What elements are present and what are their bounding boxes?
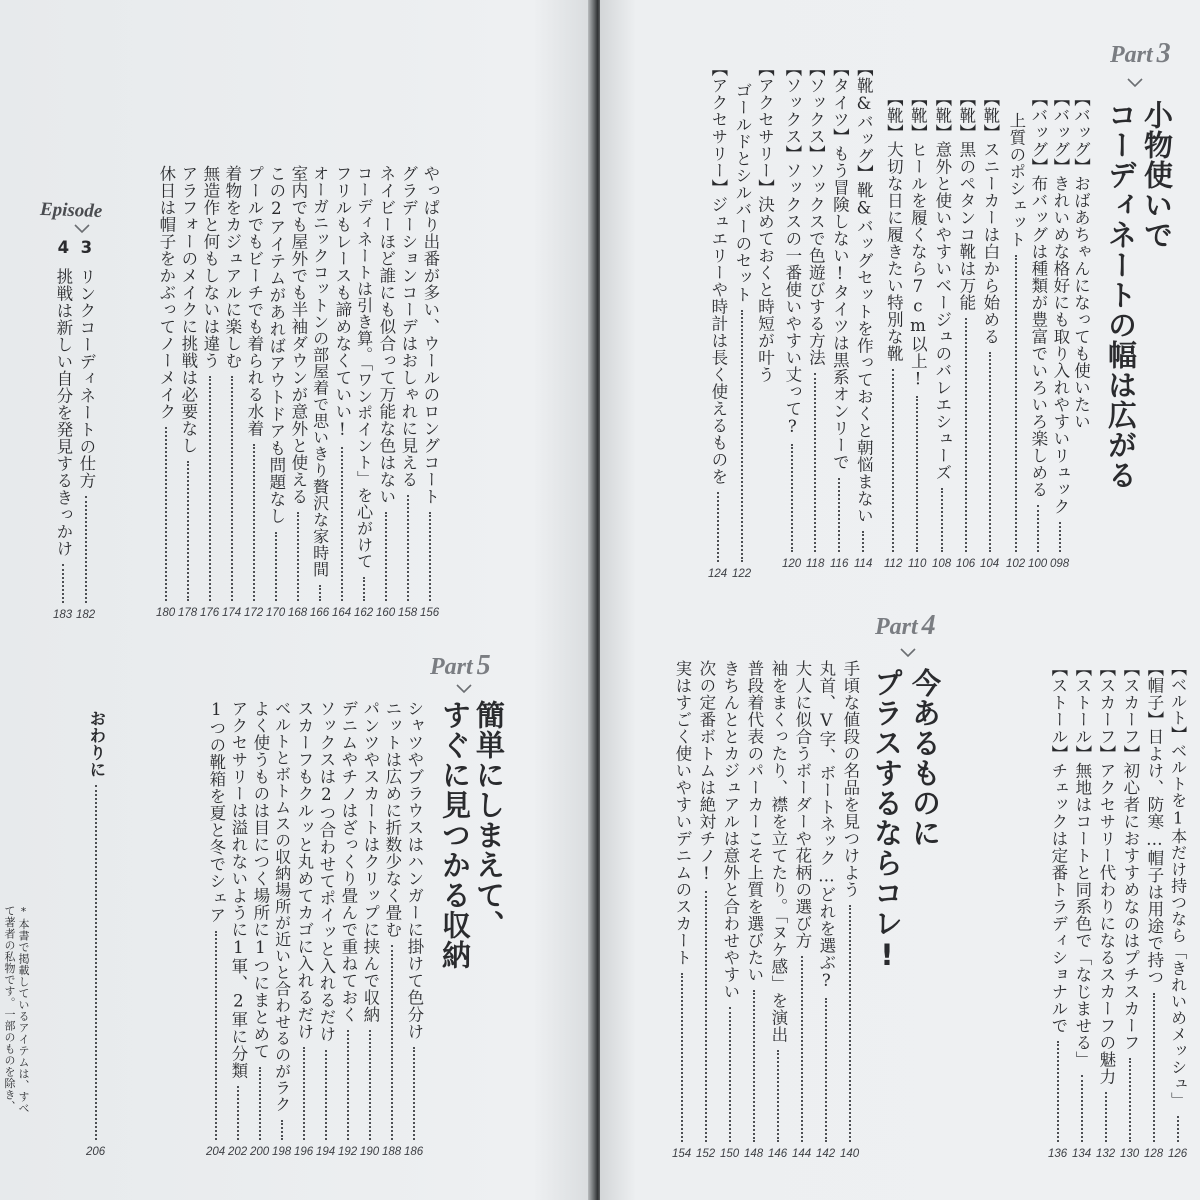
entry-text: ソックスは2つ合わせてポイッと入れるだけ xyxy=(316,700,336,1043)
entry-text: グラデーションコーデはおしゃれに見える xyxy=(398,165,418,488)
page-number: 140 xyxy=(840,1148,860,1160)
toc-entry[interactable] xyxy=(360,700,379,1158)
page-number: 102 xyxy=(1006,558,1026,570)
dot-leader xyxy=(705,891,707,1143)
entry-text: 大人に似合うボーダーや花柄の選び方 xyxy=(792,660,812,949)
entry-text: 室内でも屋外でも半袖ダウンが意外と使える xyxy=(288,165,308,505)
toc-entry[interactable] xyxy=(672,660,691,1160)
dot-leader xyxy=(825,998,827,1143)
page-number: 148 xyxy=(744,1148,764,1160)
toc-entry[interactable] xyxy=(956,90,975,570)
page-number: 158 xyxy=(398,607,418,619)
page-number: 108 xyxy=(932,558,952,570)
title-text: コーディネートの幅は広がる xyxy=(1104,100,1138,490)
toc-entry[interactable] xyxy=(1096,660,1115,1160)
entry-text: 【ストール】無地はコートと同系色で「なじませる」 xyxy=(1072,660,1092,1068)
toc-entry[interactable] xyxy=(1168,660,1187,1160)
part4-label xyxy=(875,610,936,642)
toc-entry[interactable] xyxy=(1072,90,1089,570)
page-number: 136 xyxy=(1048,1148,1068,1160)
toc-entry[interactable] xyxy=(854,60,872,570)
page-number: 192 xyxy=(338,1146,358,1158)
entry-text: 【靴&バッグ】靴&バッグセットを作っておくと朝悩まない xyxy=(854,60,874,524)
toc-entry[interactable] xyxy=(840,660,859,1160)
entry-text: この2アイテムがあればアウトドアも問題なし xyxy=(266,165,286,525)
toc-entry[interactable] xyxy=(178,165,197,619)
entry-text: ゴールドとシルバーのセット xyxy=(732,82,752,303)
toc-entry[interactable] xyxy=(200,165,219,619)
dot-leader xyxy=(1015,255,1017,552)
entry-text: よく使うものは目につく場所に1つにまとめて xyxy=(250,700,270,1060)
part3-title-line1 xyxy=(1140,100,1174,250)
page-number: 188 xyxy=(382,1146,402,1158)
dot-leader xyxy=(791,444,793,553)
toc-entry[interactable] xyxy=(228,700,247,1158)
page-number: 176 xyxy=(200,607,220,619)
dot-leader xyxy=(941,488,943,552)
dot-leader xyxy=(741,310,743,562)
toc-entry[interactable] xyxy=(222,165,241,619)
part-word: Part xyxy=(875,614,918,640)
entry-text: 【靴】スニーカーは白から始める xyxy=(980,90,1000,345)
entry-text: 【靴】意外と使いやすいベージュのバレエシューズ xyxy=(932,90,952,481)
dot-leader xyxy=(341,447,343,602)
entry-text: やっぱり出番が多い、ウールのロングコート xyxy=(420,165,440,505)
page-number: 182 xyxy=(76,609,96,621)
entry-text: 【靴】ヒールを履くなら7cm以上! xyxy=(908,90,928,389)
page-number: 144 xyxy=(792,1148,812,1160)
dot-leader xyxy=(253,444,255,601)
page-number: 104 xyxy=(980,558,1000,570)
toc-entry[interactable] xyxy=(830,60,848,570)
dot-leader xyxy=(347,1030,349,1140)
entry-text: おわりに xyxy=(86,710,106,778)
toc-entry[interactable] xyxy=(272,700,291,1158)
toc-entry[interactable] xyxy=(1072,660,1091,1160)
entry-text: 【ソックス】ソックスで色遊びする方法 xyxy=(806,60,826,366)
entry-text: 【バッグ】きれいめな格好にも取り入れやすいリュック xyxy=(1050,90,1070,515)
toc-entry[interactable] xyxy=(288,165,307,619)
entry-text: 手頃な値段の名品を見つけよう xyxy=(840,660,860,898)
dot-leader xyxy=(1153,993,1155,1143)
entry-text: 1つの靴箱を夏と冬でシェア xyxy=(206,700,226,924)
page-number: 196 xyxy=(294,1146,314,1158)
toc-entry[interactable] xyxy=(908,90,926,570)
page-number: 164 xyxy=(332,607,352,619)
entry-text: リンクコーディネートの仕方 xyxy=(76,267,96,489)
toc-entry[interactable] xyxy=(792,660,811,1160)
page-number: 183 xyxy=(53,609,73,621)
title-text: 小物使いで xyxy=(1140,100,1174,250)
entry-text: 【ストール】チェックは定番トラディショナルで xyxy=(1048,660,1068,1034)
dot-leader xyxy=(838,478,840,553)
dot-leader xyxy=(814,373,816,552)
title-text: すぐに見つかる収納 xyxy=(438,700,472,970)
dot-leader xyxy=(849,905,851,1142)
dot-leader xyxy=(275,532,277,602)
entry-text: 【スカーフ】初心者におすすめなのはプチスカーフ xyxy=(1120,660,1140,1051)
entry-text: 【靴】大切な日に履きたい特別な靴 xyxy=(884,90,904,362)
page-number: 126 xyxy=(1168,1148,1188,1160)
part-word: Part xyxy=(430,654,473,680)
entry-text: 挑戦は新しい自分を発見するきっかけ xyxy=(53,267,73,557)
dot-leader xyxy=(717,492,719,562)
dot-leader xyxy=(1057,1041,1059,1142)
dot-leader xyxy=(429,512,431,601)
page-number: 194 xyxy=(316,1146,336,1158)
toc-entry[interactable] xyxy=(1144,660,1163,1160)
dot-leader xyxy=(231,376,233,601)
dot-leader xyxy=(989,352,991,552)
entry-text: きちんととカジュアルは意外と合わせやすい xyxy=(720,660,740,1000)
toc-entry[interactable] xyxy=(756,60,773,580)
toc-entry[interactable] xyxy=(782,60,801,570)
entry-text: パンツやスカートはクリップに挟んで収納 xyxy=(360,700,380,1023)
dot-leader xyxy=(325,1050,327,1141)
entry-text: スカーフもクルッと丸めてカゴに入れるだけ xyxy=(294,700,314,1040)
dot-leader xyxy=(62,564,64,604)
toc-entry[interactable] xyxy=(720,660,739,1160)
entry-text: 【アクセサリー】ジュエリーや時計は長く使えるものを xyxy=(708,60,728,485)
toc-entry[interactable] xyxy=(266,165,285,619)
page-number: 186 xyxy=(404,1146,424,1158)
dot-leader xyxy=(259,1067,261,1141)
page-number: 170 xyxy=(266,607,286,619)
episode-label: Episode xyxy=(39,198,103,223)
toc-entry[interactable] xyxy=(1048,660,1067,1160)
dot-leader xyxy=(165,427,167,601)
entry-text: 【バッグ】布バッグは種類が豊富でいろいろ楽しめる xyxy=(1028,90,1048,498)
page-number: 128 xyxy=(1144,1148,1164,1160)
page-number: 150 xyxy=(720,1148,740,1160)
dot-leader xyxy=(892,369,894,552)
episode-chevron-icon xyxy=(74,224,90,234)
dot-leader xyxy=(965,318,967,552)
page-number: 122 xyxy=(732,568,752,580)
toc-entry[interactable] xyxy=(744,660,763,1160)
toc-entry[interactable] xyxy=(250,700,269,1158)
entry-text: デニムやチノはざっくり畳んで重ねておく xyxy=(338,700,358,1023)
right-page xyxy=(600,0,1200,1200)
page-number: 198 xyxy=(272,1146,292,1158)
entry-text: ベルトとボトムスの収納場所が近いと合わせるのがラク xyxy=(272,700,292,1113)
page-number: 118 xyxy=(806,558,825,570)
page-number: 100 xyxy=(1028,558,1048,570)
dot-leader xyxy=(1105,1092,1107,1142)
entry-text: 【ベルト】ベルトを1本だけ持つなら「きれいめメッシュ」 xyxy=(1168,660,1188,1109)
page-number: 098 xyxy=(1050,558,1070,570)
entry-text: 【スカーフ】アクセサリー代わりになるスカーフの魅力 xyxy=(1096,660,1116,1085)
page-number: 178 xyxy=(178,607,198,619)
title-text: 簡単にしまえて、 xyxy=(472,700,506,940)
entry-text: 普段着代表のパーカーこそ上質を選びたい xyxy=(744,660,764,983)
toc-entry[interactable] xyxy=(816,660,835,1160)
dot-leader xyxy=(187,461,189,601)
episode-entry-4[interactable] xyxy=(53,238,72,621)
toc-entry[interactable] xyxy=(206,700,225,1158)
dot-leader xyxy=(916,396,918,552)
page-number: 204 xyxy=(206,1146,226,1158)
page-number: 106 xyxy=(956,558,976,570)
page-number: 142 xyxy=(816,1148,836,1160)
dot-leader xyxy=(281,1120,283,1141)
dot-leader xyxy=(862,531,864,552)
toc-entry[interactable] xyxy=(884,90,902,570)
toc-entry[interactable] xyxy=(156,165,175,619)
title-text: プラスするならコレ! xyxy=(870,668,904,973)
page-number: 116 xyxy=(830,558,849,570)
dot-leader xyxy=(413,1047,415,1140)
entry-text: 【バッグ】おばあちゃんになっても使いたい xyxy=(1071,90,1091,430)
page-number: 174 xyxy=(222,607,242,619)
dot-leader xyxy=(303,1047,305,1140)
toc-entry[interactable] xyxy=(316,700,335,1158)
entry-text: 次の定番ボトムは絶対チノ! xyxy=(696,660,716,884)
toc-entry[interactable] xyxy=(708,60,727,580)
entry-text: 休日は帽子をかぶってノーメイク xyxy=(156,165,176,420)
toc-entry[interactable] xyxy=(1050,90,1069,570)
page-number: 132 xyxy=(1096,1148,1116,1160)
dot-leader xyxy=(209,376,211,601)
dot-leader xyxy=(1059,522,1061,552)
part3-chevron-icon xyxy=(1127,78,1143,88)
toc-entry[interactable] xyxy=(1006,90,1025,570)
part-number: 4 xyxy=(921,610,936,641)
part-number: 3 xyxy=(1156,38,1171,69)
page-number: 152 xyxy=(696,1148,716,1160)
page-number: 206 xyxy=(86,1146,106,1158)
toc-entry[interactable] xyxy=(354,165,373,619)
entry-text: 【アクセサリー】決めておくと時短が叶う xyxy=(755,60,775,383)
toc-entry[interactable] xyxy=(768,660,787,1160)
part3-label xyxy=(1110,38,1171,70)
dot-leader xyxy=(777,1050,779,1142)
toc-entry[interactable] xyxy=(398,165,417,619)
part5-chevron-icon xyxy=(456,684,472,694)
page-number: 120 xyxy=(782,558,802,570)
toc-entry[interactable] xyxy=(932,90,951,570)
page-number: 202 xyxy=(228,1146,248,1158)
part-word: Part xyxy=(1110,42,1153,68)
entry-text: 丸首、V字、ボートネック…どれを選ぶ? xyxy=(816,660,836,991)
page-number: 112 xyxy=(884,558,903,570)
entry-text: 【タイツ】もう冒険しない!タイツは黒系オンリーで xyxy=(830,60,850,471)
dot-leader xyxy=(1177,1116,1179,1143)
toc-entry[interactable] xyxy=(376,165,395,619)
toc-entry[interactable] xyxy=(696,660,715,1160)
entry-text: プールでもビーチでも着られる水着 xyxy=(244,165,264,437)
dot-leader xyxy=(753,990,755,1142)
left-page xyxy=(0,0,592,1200)
toc-entry[interactable] xyxy=(382,700,401,1158)
episode-number: 3 xyxy=(76,238,96,258)
page-number: 156 xyxy=(420,607,440,619)
part-number: 5 xyxy=(476,650,491,681)
part5-title-line1 xyxy=(472,700,506,940)
page-number: 114 xyxy=(854,558,873,570)
page-number: 166 xyxy=(310,607,330,619)
toc-entry-closing[interactable] xyxy=(86,710,105,1158)
part3-title-line2 xyxy=(1104,100,1138,490)
dot-leader xyxy=(369,1030,371,1140)
part4-title-line1 xyxy=(908,668,942,848)
entry-text: アクセサリーは溢れないように1軍、2軍に分類 xyxy=(228,700,248,1079)
footnote-line: *本書で掲載しているアイテムは、すべ xyxy=(17,905,30,1114)
entry-text: 実はすごく使いやすいデニムのスカート xyxy=(672,660,692,966)
footnote xyxy=(4,905,29,1114)
episode-entry-3[interactable] xyxy=(76,238,95,621)
entry-text: 【帽子】日よけ、防寒…帽子は用途で持つ xyxy=(1144,660,1164,986)
dot-leader xyxy=(407,495,409,601)
page-number: 200 xyxy=(250,1146,270,1158)
dot-leader xyxy=(801,956,803,1142)
dot-leader xyxy=(297,512,299,601)
toc-entry[interactable] xyxy=(404,700,423,1158)
page-number: 172 xyxy=(244,607,264,619)
dot-leader xyxy=(215,931,217,1141)
page-number: 154 xyxy=(672,1148,692,1160)
page-number: 110 xyxy=(908,558,927,570)
entry-text: 【靴】黒のペタンコ靴は万能 xyxy=(956,90,976,311)
toc-entry[interactable] xyxy=(244,165,263,619)
part4-title-line2 xyxy=(870,668,904,973)
entry-text: 着物をカジュアルに楽しむ xyxy=(222,165,242,369)
page-number: 124 xyxy=(708,568,728,580)
toc-entry[interactable] xyxy=(310,165,329,619)
dot-leader xyxy=(391,945,393,1140)
toc-entry[interactable] xyxy=(1028,90,1047,570)
dot-leader xyxy=(363,577,365,602)
toc-entry[interactable] xyxy=(332,165,351,619)
toc-entry[interactable] xyxy=(420,165,439,619)
dot-leader xyxy=(681,973,683,1142)
episode-number: 4 xyxy=(53,238,73,258)
entry-text: 袖をまくったり、襟を立てたり。「ヌケ感」を演出 xyxy=(768,660,788,1043)
entry-text: 【ソックス】ソックスの一番使いやすい丈って? xyxy=(782,60,802,437)
toc-entry[interactable] xyxy=(338,700,357,1158)
part4-chevron-icon xyxy=(900,648,916,658)
page-number: 146 xyxy=(768,1148,788,1160)
toc-entry[interactable] xyxy=(732,60,751,580)
dot-leader xyxy=(729,1007,731,1142)
part5-title-line2 xyxy=(438,700,472,970)
dot-leader xyxy=(1129,1058,1131,1142)
dot-leader xyxy=(1081,1075,1083,1142)
dot-leader xyxy=(319,585,321,602)
entry-text: アラフォーのメイクに挑戦は必要なし xyxy=(178,165,198,454)
entry-text: ニットは広めに折数少なく畳む xyxy=(382,700,402,938)
toc-entry[interactable] xyxy=(294,700,313,1158)
entry-text: ネイビーほど誰にも似合って万能な色はない xyxy=(376,165,396,505)
entry-text: コーディネートは引き算。「ワンポイント」を心がけて xyxy=(354,165,374,570)
toc-entry[interactable] xyxy=(980,90,999,570)
entry-text: 上質のポシェット xyxy=(1006,112,1026,248)
title-text: 今あるものに xyxy=(908,668,942,848)
dot-leader xyxy=(237,1086,239,1140)
page-number: 130 xyxy=(1120,1148,1140,1160)
dot-leader xyxy=(95,785,97,1140)
page-number: 160 xyxy=(376,607,396,619)
entry-text: 無造作と何もしないは違う xyxy=(200,165,220,369)
toc-entry[interactable] xyxy=(806,60,824,570)
toc-entry[interactable] xyxy=(1120,660,1139,1160)
entry-text: フリルもレースも諦めなくていい! xyxy=(332,165,352,440)
dot-leader xyxy=(85,496,87,604)
entry-text: オーガニックコットンの部屋着で思いきり贅沢な家時間 xyxy=(310,165,330,578)
page-number: 134 xyxy=(1072,1148,1092,1160)
page-number: 190 xyxy=(360,1146,380,1158)
dot-leader xyxy=(385,512,387,601)
page-number: 180 xyxy=(156,607,176,619)
page-number: 162 xyxy=(354,607,374,619)
footnote-line: て著者の私物です。一部のものを除き、 xyxy=(3,905,16,1112)
part5-label xyxy=(430,650,491,682)
entry-text: シャツやブラウスはハンガーに掛けて色分け xyxy=(404,700,424,1040)
page-number: 168 xyxy=(288,607,308,619)
dot-leader xyxy=(1037,505,1039,552)
